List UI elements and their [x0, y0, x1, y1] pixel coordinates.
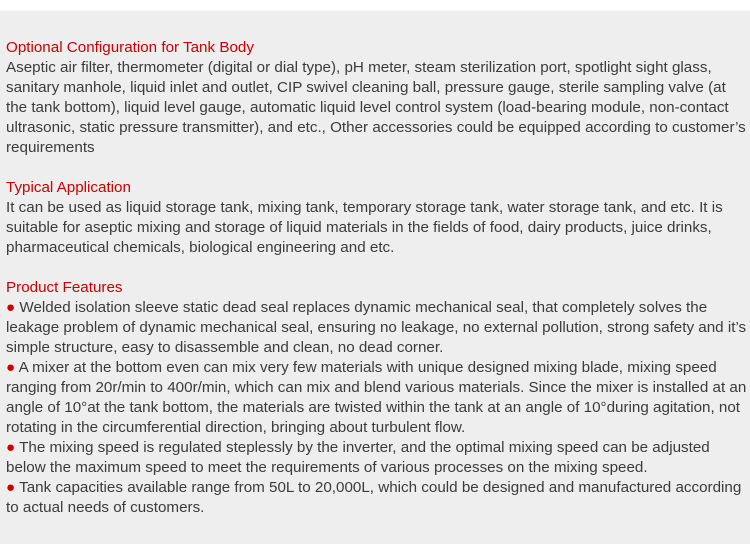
feature-bullet — [6, 358, 750, 438]
feature-text: A mixer at the bottom even can mix very few materials with unique designed mixing blade, mixing speed ranging from 20r/min to 400r/min, which can mix and blend various materials. Since the mixer is installed at an angle of 10°at the tank bottom, the materials are twisted within the tank at an angle of 10°during agitation, not rotating in the circumferential direction, bringing about turbulent flow. — [6, 359, 747, 436]
bullet-icon: ● — [6, 479, 16, 496]
bullet-icon: ● — [6, 439, 16, 456]
section-optional-configuration — [6, 38, 750, 158]
content-panel — [0, 11, 750, 544]
section-body: It can be used as liquid storage tank, mixing tank, temporary storage tank, water storage tank, and etc. It is suitable for aseptic mixing and storage of liquid materials in the fields of food, dairy products, juice drinks, pharmaceutical chemicals, biological engineering and etc. — [6, 199, 723, 256]
feature-text: Welded isolation sleeve static dead seal replaces dynamic mechanical seal, that completely solves the leakage problem of dynamic mechanical seal, ensuring no leakage, no external pollution, strong safety and it’s simple structure, easy to disassemble and clean, no dead corner. — [6, 299, 747, 356]
feature-bullet — [6, 478, 750, 518]
section-heading: Typical Application — [6, 179, 131, 196]
section-heading: Product Features — [6, 279, 123, 296]
feature-bullet — [6, 298, 750, 358]
section-body: Aseptic air filter, thermometer (digital or dial type), pH meter, steam sterilization port, spotlight sight glass, sanitary manhole, liquid inlet and outlet, CIP swivel cleaning ball, pressure gauge, sterile sampling valve (at the tank bottom), liquid level gauge, automatic liquid level control system (load-bearing module, non-contact ultrasonic, static pressure transmitter), and etc., Other accessories could be equipped according to customer’s requirements — [6, 59, 746, 156]
bullet-icon: ● — [6, 299, 16, 316]
section-product-features — [6, 278, 750, 518]
feature-bullet — [6, 438, 750, 478]
bullet-icon: ● — [6, 359, 16, 376]
section-heading: Optional Configuration for Tank Body — [6, 39, 254, 56]
feature-text: Tank capacities available range from 50L to 20,000L, which could be designed and manufactured according to actual needs of customers. — [6, 479, 742, 516]
section-typical-application — [6, 178, 750, 258]
feature-text: The mixing speed is regulated steplessly by the inverter, and the optimal mixing speed can be adjusted below the maximum speed to meet the requirements of various processes on the mixing speed. — [6, 439, 710, 476]
